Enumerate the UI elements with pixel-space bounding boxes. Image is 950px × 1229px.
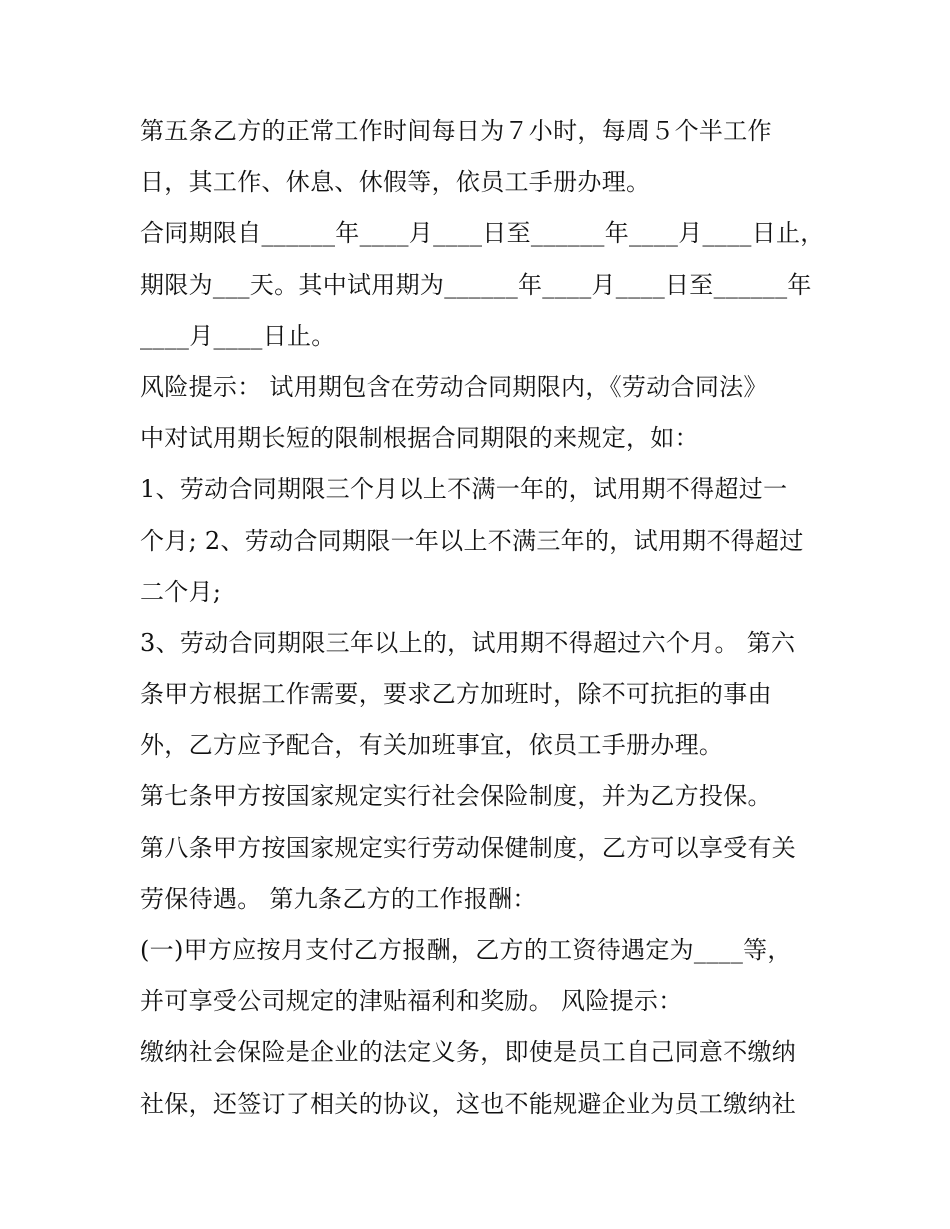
text-line: 第八条甲方按国家规定实行劳动保健制度，乙方可以享受有关 (140, 833, 797, 862)
text-line: 1、劳动合同期限三个月以上不满一年的，试用期不得超过一 (140, 475, 788, 504)
text-line: 日，其工作、休息、休假等，依员工手册办理。 (140, 168, 651, 197)
text-line: 3、劳动合同期限三年以上的，试用期不得超过六个月。 第六 (140, 628, 796, 657)
text-line: 个月; 2、劳动合同期限一年以上不满三年的，试用期不得超过 (140, 526, 804, 555)
document-page (140, 106, 825, 1130)
text-line: 第七条甲方按国家规定实行社会保险制度，并为乙方投保。 (140, 782, 772, 811)
text-line: ____月____日止。 (140, 321, 336, 350)
text-line: 缴纳社会保险是企业的法定义务，即使是员工自己同意不缴纳 (140, 1038, 797, 1067)
text-line: 社保，还签订了相关的协议，这也不能规避企业为员工缴纳社 (140, 1089, 797, 1118)
text-line: 中对试用期长短的限制根据合同期限的来规定，如： (140, 424, 699, 453)
text-line: (一)甲方应按月支付乙方报酬，乙方的工资待遇定为____等， (140, 936, 792, 964)
text-line: 并可享受公司规定的津贴福利和奖励。 风险提示： (140, 987, 683, 1016)
text-line: 合同期限自______年____月____日至______年____月____日止， (140, 219, 825, 248)
text-line: 劳保待遇。 第九条乙方的工作报酬： (140, 884, 537, 913)
text-line: 期限为___天。其中试用期为______年____月____日至______年 (140, 270, 812, 299)
text-line: 外，乙方应予配合，有关加班事宜，依员工手册办理。 (140, 731, 724, 760)
text-line: 第五条乙方的正常工作时间每日为７小时，每周５个半工作 (140, 117, 772, 145)
text-line: 条甲方根据工作需要，要求乙方加班时，除不可抗拒的事由 (140, 680, 772, 709)
text-line: 风险提示： 试用期包含在劳动合同期限内，《劳动合同法》 (140, 372, 768, 401)
text-line: 二个月; (140, 577, 222, 606)
